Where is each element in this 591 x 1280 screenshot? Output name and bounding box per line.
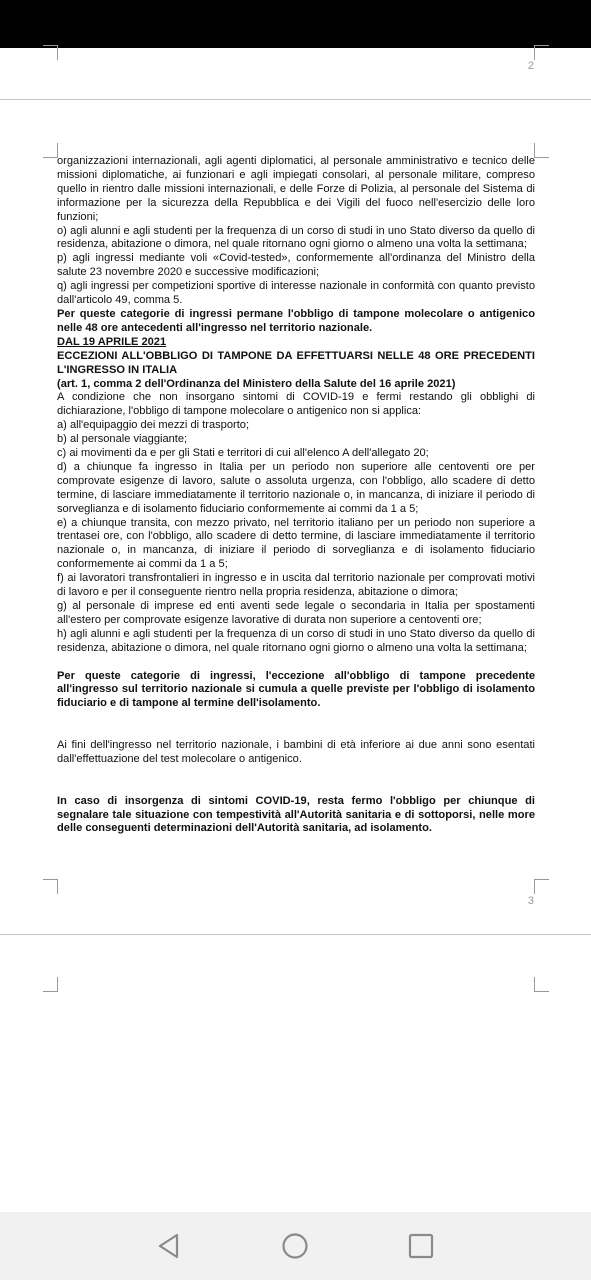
crop-mark <box>43 879 58 894</box>
spacer <box>57 656 535 670</box>
list-item: q) agli ingressi per competizioni sportive di interesse nazionale in conformità con quanto previsto dall'articolo 49, comma 5. <box>57 280 535 307</box>
home-icon[interactable] <box>281 1232 309 1260</box>
crop-mark <box>534 977 549 992</box>
bold-notice: In caso di insorgenza di sintomi COVID-19, resta fermo l'obbligo per chiunque di segnalare tale situazione con tempestività all'Autorità sanitaria e di sottoporsi, nelle more delle conseguenti determinazioni dell'Autorità sanitaria, ad isolamento. <box>57 794 535 835</box>
spacer <box>57 767 535 795</box>
recents-icon[interactable] <box>407 1232 435 1260</box>
crop-mark <box>534 45 549 60</box>
section-reference: (art. 1, comma 2 dell'Ordinanza del Ministero della Salute del 16 aprile 2021) <box>57 377 456 390</box>
document-body <box>57 155 535 836</box>
section-heading: ECCEZIONI ALL'OBBLIGO DI TAMPONE DA EFFETTUARSI NELLE 48 ORE PRECEDENTI L'INGRESSO IN ITALIA <box>57 349 535 376</box>
crop-mark <box>43 143 58 158</box>
paragraph: Ai fini dell'ingresso nel territorio nazionale, i bambini di età inferiore ai due anni sono esentati dall'effettuazione del test molecolare o antigenico. <box>57 739 535 765</box>
navigation-bar <box>0 1212 591 1280</box>
paragraph: organizzazioni internazionali, agli agenti diplomatici, al personale amministrativo e tecnico delle missioni diplomatiche, ai funzionari e agli impiegati consolari, al personale militare, compreso quello in rientro dalle missioni internazionali, e delle Forze di Polizia, al personale del Sistema di informazione per la sicurezza della Repubblica e dei Vigili del fuoco nell'esercizio delle loro funzioni; <box>57 155 535 223</box>
list-item: d) a chiunque fa ingresso in Italia per un periodo non superiore alle centoventi ore per comprovate esigenze di lavoro, salute o assoluta urgenza, con l'obbligo, allo scadere di detto termine, di lasciare immediatamente il territorio nazionale o, in mancanza, di iniziare il periodo di sorveglianza e di isolamento fiduciario conformemente ai commi da 1 a 5; <box>57 460 535 515</box>
list-item: e) a chiunque transita, con mezzo privato, nel territorio italiano per un periodo non superiore a trentasei ore, con l'obbligo, allo scadere di detto termine, di lasciare immediatamente il territorio nazionale o, in mancanza, di iniziare il periodo di sorveglianza e di isolamento fiduciario conformemente ai commi da 1 a 5; <box>57 516 535 571</box>
crop-mark <box>43 45 58 60</box>
status-bar <box>0 0 591 48</box>
list-item: o) agli alunni e agli studenti per la frequenza di un corso di studi in uno Stato diverso da quello di residenza, abitazione o dimora, nel quale ritornano ogni giorno o almeno una volta la settimana; <box>57 224 535 251</box>
list-item: h) agli alunni e agli studenti per la frequenza di un corso di studi in uno Stato diverso da quello di residenza, abitazione o dimora, nel quale ritornano ogni giorno o almeno una volta la settimana; <box>57 627 535 654</box>
page-separator <box>0 99 591 100</box>
paragraph: A condizione che non insorgano sintomi di COVID-19 e fermi restando gli obblighi di dichiarazione, l'obbligo di tampone molecolare o antigenico non si applica: <box>57 391 535 418</box>
list-item: g) al personale di imprese ed enti aventi sede legale o secondaria in Italia per spostamenti all'estero per comprovate esigenze lavorative di durata non superiore a centoventi ore; <box>57 600 535 626</box>
list-item: c) ai movimenti da e per gli Stati e territori di cui all'elenco A dell'allegato 20; <box>57 447 429 460</box>
list-item: a) all'equipaggio dei mezzi di trasporto; <box>57 419 250 432</box>
list-item: f) ai lavoratori transfrontalieri in ingresso e in uscita dal territorio nazionale per comprovati motivi di lavoro e per il conseguente rientro nella propria residenza, abitazione o dimora; <box>57 572 535 599</box>
page-separator <box>0 934 591 935</box>
crop-mark <box>534 879 549 894</box>
date-heading: DAL 19 APRILE 2021 <box>57 335 167 348</box>
list-item: b) al personale viaggiante; <box>57 433 188 446</box>
spacer <box>57 711 535 739</box>
back-icon[interactable] <box>155 1232 183 1260</box>
page-number-bottom: 3 <box>527 895 534 907</box>
crop-mark <box>43 977 58 992</box>
bold-notice: Per queste categorie di ingressi, l'eccezione all'obbligo di tampone precedente all'ingresso sul territorio nazionale si cumula a quelle previste per l'obbligo di isolamento fiduciario e di tampone al termine dell'isolamento. <box>57 669 535 710</box>
list-item: p) agli ingressi mediante voli «Covid-tested», conformemente all'ordinanza del Ministro della salute 23 novembre 2020 e successive modificazioni; <box>57 252 535 279</box>
crop-mark <box>534 143 549 158</box>
bold-notice: Per queste categorie di ingressi permane l'obbligo di tampone molecolare o antigenico nelle 48 ore antecedenti all'ingresso nel territorio nazionale. <box>57 307 535 334</box>
page-number-top: 2 <box>527 60 534 72</box>
